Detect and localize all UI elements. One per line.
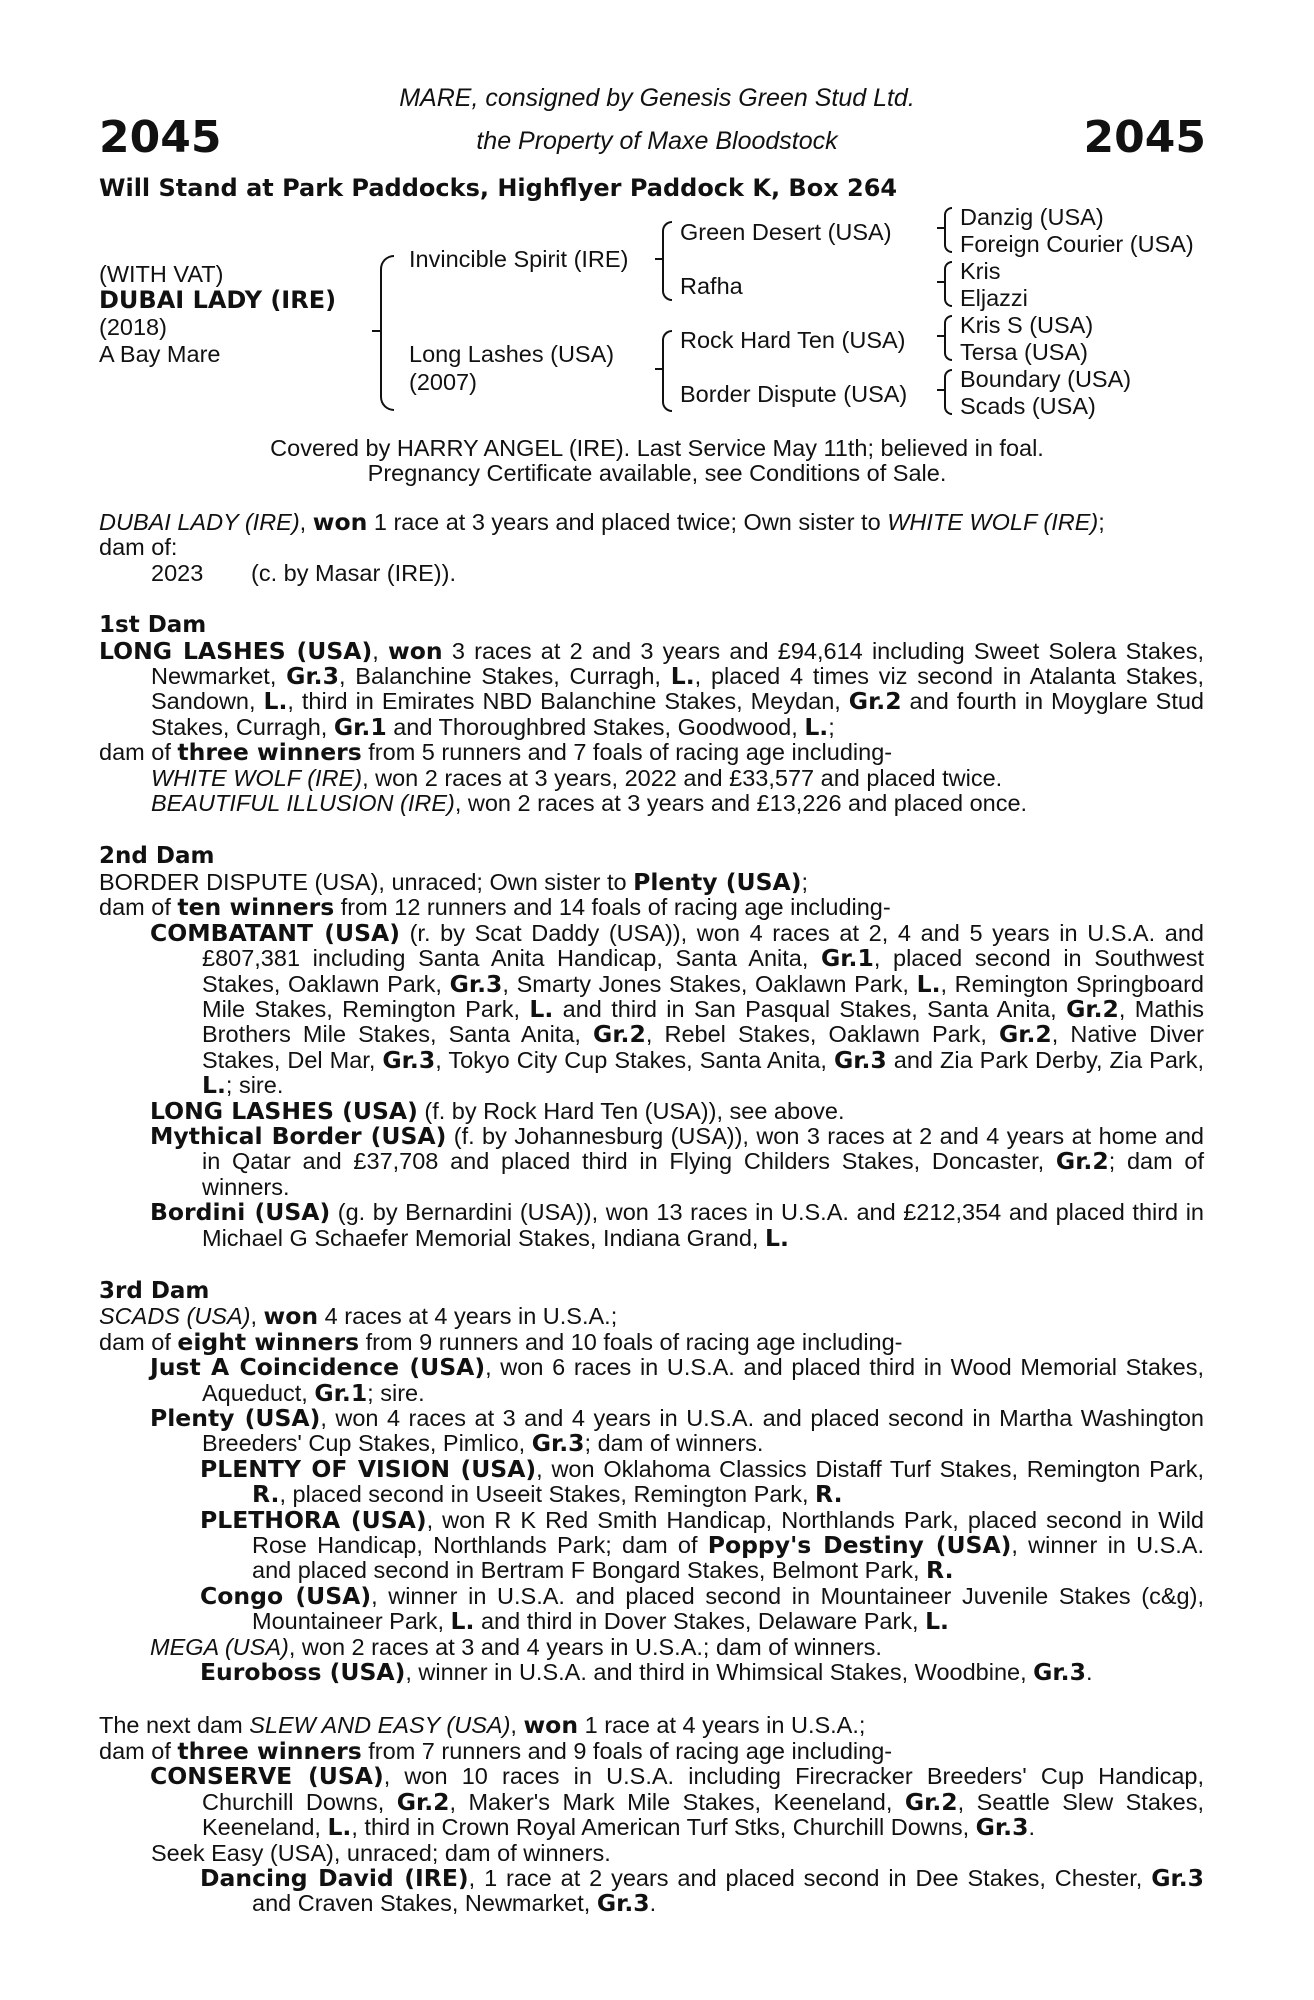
text: ; dam of winners. (202, 1148, 1204, 1200)
text: from 9 runners and 10 foals of racing age including- (359, 1328, 903, 1355)
pedigree-dds: Boundary (USA) (960, 366, 1132, 392)
progeny-entry (99, 918, 1205, 1100)
won-label: won (523, 1711, 579, 1740)
progeny-name: Mythical Border (USA) (150, 1121, 447, 1150)
grade: Gr.3 (286, 662, 339, 691)
grade: L. (670, 662, 695, 691)
brace-notch (937, 227, 945, 229)
pedigree-sire-dam: Rafha (680, 273, 743, 299)
intro-text: ; (1098, 509, 1105, 535)
text: 4 races at 4 years in U.S.A.; (318, 1303, 618, 1330)
text: ; dam of winners. (584, 1430, 764, 1457)
text: (g. by Bernardini (USA)), won 13 races in U.S.A. and £212,354 and placed third in Michael G Schaefer Memorial Stakes, Indiana Grand, (202, 1199, 1204, 1251)
dam-of-label: dam of: (99, 534, 178, 561)
pedigree-sdd: Eljazzi (960, 285, 1028, 311)
pedigree-brace (944, 315, 952, 361)
text: , won Oklahoma Classics Distaff Turf Stakes, Remington Park, (536, 1455, 1204, 1482)
pedigree-sss: Danzig (USA) (960, 204, 1104, 230)
progeny-name: Dancing David (IRE) (200, 1863, 469, 1892)
text: , Remington Springboard Mile Stakes, Remington Park, (202, 970, 1204, 1022)
progeny-name: BEAUTIFUL ILLUSION (IRE) (151, 790, 455, 817)
progeny-entry (99, 1121, 1204, 1200)
pedigree-dsd: Tersa (USA) (960, 339, 1088, 365)
pedigree-dam-dam: Border Dispute (USA) (680, 381, 908, 407)
brace-notch (937, 335, 945, 337)
grade: L. (450, 1607, 475, 1636)
brace-notch (655, 258, 663, 260)
text: ; (801, 868, 808, 895)
pedigree-brace (944, 207, 952, 253)
vat-label: (WITH VAT) (99, 261, 224, 287)
pedigree-brace (662, 330, 672, 412)
lot-number-left: 2045 (99, 112, 222, 163)
won-label: won (263, 1302, 319, 1331)
text: (f. by Johannesburg (USA)), won 3 races at 2 and 4 years at home and in Qatar and £37,708 and placed third in Flying Childers Stakes, Doncaster, (202, 1122, 1204, 1175)
second-dam-heading: 2nd Dam (99, 843, 215, 870)
grade: Gr.2 (1066, 994, 1119, 1023)
third-dam-heading: 3rd Dam (99, 1277, 210, 1304)
text: , Rebel Stakes, Oaklawn Park, (645, 1021, 999, 1048)
grade: Gr.3 (531, 1429, 585, 1458)
brace-notch (937, 281, 945, 283)
won-label: won (312, 508, 368, 536)
progeny-entry (99, 766, 1204, 791)
dam-name: LONG LASHES (USA) (99, 636, 373, 665)
stand-location: Will Stand at Park Paddocks, Highflyer Paddock K, Box 264 (99, 174, 898, 202)
grade: Gr.1 (821, 944, 874, 973)
pedigree-dam-year: (2007) (409, 369, 477, 395)
won-label: won (388, 636, 443, 665)
text: from 5 runners and 7 foals of racing age including- (361, 739, 893, 766)
produce-description: (c. by Masar (IRE)). (251, 559, 456, 586)
brace-notch (937, 389, 945, 391)
grade: L. (327, 1813, 352, 1842)
pedigree-ddd: Scads (USA) (960, 393, 1096, 419)
text: , Smarty Jones Stakes, Oaklawn Park, (502, 970, 917, 997)
produce-year: 2023 (151, 559, 204, 586)
text: , third in Emirates NBD Balanchine Stakes, Meydan, (287, 688, 849, 715)
progeny-entry (99, 1635, 1204, 1660)
dam-of-line (99, 740, 1204, 765)
text: from 12 runners and 14 foals of racing age including- (334, 894, 891, 921)
grade: L. (263, 687, 288, 716)
grade: Gr.2 (904, 1787, 958, 1816)
text: , Seattle Slew Stakes, Keeneland, (202, 1788, 1204, 1841)
brace-notch (655, 368, 663, 370)
text: , Maker's Mark Mile Stakes, Keeneland, (449, 1788, 905, 1815)
first-dam-heading: 1st Dam (99, 612, 207, 639)
winners-count: three winners (177, 738, 362, 767)
grade: Gr.2 (1055, 1147, 1109, 1176)
progeny-name: MEGA (USA) (150, 1633, 289, 1660)
next-dam-line (99, 1713, 1204, 1738)
text: dam of (99, 739, 178, 766)
text: , winner in U.S.A. and placed second in Bertram F Bongard Stakes, Belmont Park, (252, 1532, 1204, 1584)
pedigree-dam: Long Lashes (USA) (409, 341, 615, 367)
pedigree-brace (662, 221, 672, 301)
grade: L. (925, 1607, 949, 1636)
grand-progeny-entry (99, 1581, 1204, 1636)
grade: Gr.3 (382, 1045, 436, 1074)
grade: L. (804, 712, 829, 741)
progeny-name: Bordini (USA) (150, 1198, 331, 1227)
progeny-name: CONSERVE (USA) (150, 1762, 384, 1791)
grade: Gr.2 (848, 687, 902, 716)
progeny-name: Congo (USA) (200, 1581, 372, 1610)
progeny-entry: Seek Easy (USA), unraced; dam of winners. (151, 1839, 611, 1866)
grand-progeny-entry (99, 1505, 1204, 1585)
grade: L. (916, 969, 941, 998)
progeny-name: WHITE WOLF (IRE) (151, 764, 363, 791)
text: , Native Diver Stakes, Del Mar, (202, 1021, 1204, 1073)
winners-count: eight winners (177, 1327, 360, 1356)
text: , winner in U.S.A. and placed second in Mountaineer Juvenile Stakes (c&g), Mountaineer Park, (252, 1582, 1204, 1635)
grade: L. (529, 994, 554, 1023)
pedigree-sire-sire: Green Desert (USA) (680, 219, 892, 245)
text: BORDER DISPUTE (USA), unraced; Own sister to (99, 868, 634, 895)
dam-of-line (99, 1327, 1204, 1356)
grade: Gr.3 (975, 1813, 1029, 1842)
pedigree-sire: Invincible Spirit (IRE) (409, 246, 629, 272)
pedigree-ssd: Foreign Courier (USA) (960, 231, 1194, 257)
text: dam of (99, 894, 178, 921)
lot-number-right: 2045 (1083, 112, 1206, 163)
progeny-entry (99, 791, 1204, 816)
text: The next dam (99, 1712, 250, 1739)
consignor-line: MARE, consigned by Genesis Green Stud Ltd. (399, 84, 915, 112)
third-dam-line: SCADS (USA), won 4 races at 4 years in U.S.A.; (99, 1302, 618, 1331)
progeny-name: COMBATANT (USA) (150, 918, 400, 947)
text: from 7 runners and 9 foals of racing age including- (361, 1737, 893, 1764)
text: , won 2 races at 3 and 4 years in U.S.A.; dam of winners. (288, 1633, 882, 1660)
text: dam of (99, 1328, 178, 1355)
pedigree-dss: Kris S (USA) (960, 312, 1094, 338)
grade: Gr.1 (333, 712, 387, 741)
grand-progeny-entry (99, 1454, 1204, 1509)
intro-paragraph: DUBAI LADY (IRE), won 1 race at 3 years and placed twice; Own sister to WHITE WOLF (IRE); (99, 508, 1105, 536)
intro-horse-name: DUBAI LADY (IRE) (99, 509, 300, 535)
progeny-entry (99, 1200, 1204, 1251)
text: (r. by Scat Daddy (USA)), won 4 races at 2, 4 and 5 years in U.S.A. and £807,381 including Santa Anita Handicap, Santa Anita, (202, 919, 1204, 972)
text: , Tokyo City Cup Stakes, Santa Anita, (435, 1046, 834, 1073)
grade: Gr.2 (593, 1020, 646, 1049)
grade: R. (252, 1480, 280, 1509)
brace-notch (372, 330, 380, 332)
text: , won 6 races in U.S.A. and placed third in Wood Memorial Stakes, Aqueduct, (202, 1354, 1204, 1406)
progeny-entry (99, 1406, 1204, 1457)
text: , winner in U.S.A. and third in Whimsical Stakes, Woodbine, (405, 1659, 1034, 1686)
text: . (1028, 1814, 1035, 1841)
sister-name: WHITE WOLF (IRE) (887, 509, 1099, 535)
grade: Gr.3 (1033, 1658, 1086, 1687)
text: , won 2 races at 3 years, 2022 and £33,577 and placed twice. (362, 764, 1003, 791)
text: , won R K Red Smith Handicap, Northlands Park, placed second in Wild Rose Handicap, Northlands Park; dam of (252, 1506, 1204, 1559)
pregnancy-line: Pregnancy Certificate available, see Conditions of Sale. (367, 460, 947, 486)
progeny-name: Plenty (USA) (150, 1404, 321, 1432)
sister-name: Plenty (USA) (633, 867, 802, 896)
first-dam-paragraph: LONG LASHES (USA), won 3 races at 2 and 3 years and £94,614 including Sweet Solera Stakes, Newmarket, Gr.3, Balanchine Stakes, Curragh, L., placed 4 times viz second in Atalanta Stakes, Sandown, L., third in Emirates NBD Balanchine Stakes, Meydan, Gr.2 and fourth in Moyglare Stud Stakes, Curragh, Gr.1 and Thoroughbred Stakes, Goodwood, L.; (99, 636, 1205, 741)
text: 3 races at 2 and 3 years and £94,614 including Sweet Solera Stakes, Newmarket, (151, 637, 1204, 690)
property-line: the Property of Maxe Bloodstock (476, 127, 838, 155)
second-dam-line (99, 867, 1204, 896)
produce-row (99, 561, 1204, 586)
grade: Gr.2 (396, 1787, 450, 1816)
text: dam of (99, 1737, 178, 1764)
text: , won 2 races at 3 years and £13,226 and placed once. (454, 790, 1028, 817)
catalogue-body (99, 510, 1204, 1917)
pedigree-dam-sire: Rock Hard Ten (USA) (680, 327, 906, 353)
text: ; (828, 713, 835, 740)
grade: R. (926, 1556, 954, 1585)
text: , Mathis Brothers Mile Stakes, Santa Anita, (202, 995, 1204, 1048)
text: (f. by Rock Hard Ten (USA)), see above. (417, 1097, 845, 1124)
grade: R. (815, 1480, 843, 1509)
covered-line: Covered by HARRY ANGEL (IRE). Last Service May 11th; believed in foal. (270, 435, 1044, 461)
text: , (510, 1712, 524, 1739)
progeny-entry (99, 1764, 1204, 1840)
text: . (649, 1890, 657, 1917)
text: . (1085, 1659, 1093, 1686)
horse-description: A Bay Mare (99, 341, 221, 367)
pedigree-brace (380, 255, 394, 411)
horse-year: (2018) (99, 314, 167, 340)
progeny-name: Euroboss (USA) (200, 1658, 406, 1687)
grade: L. (202, 1071, 226, 1100)
grand-progeny-entry (99, 1660, 1204, 1685)
grade: Gr.3 (449, 969, 503, 998)
progeny-name: PLETHORA (USA) (200, 1505, 427, 1534)
text: , placed second in Useeit Stakes, Remington Park, (279, 1481, 816, 1508)
text: and Craven Stakes, Newmarket, (252, 1890, 597, 1917)
text: and third in Dover Stakes, Delaware Park, (474, 1608, 926, 1635)
winners-count: three winners (177, 1736, 362, 1765)
grade: Gr.3 (1151, 1863, 1204, 1892)
pedigree-sds: Kris (960, 258, 1001, 284)
intro-text: 1 race at 3 years and placed twice; Own sister to (367, 509, 888, 535)
dam-of-line (99, 895, 1204, 920)
grade: L. (764, 1223, 789, 1252)
text: and third in San Pasqual Stakes, Santa Anita, (553, 995, 1067, 1022)
text: , placed 4 times viz second in Atalanta Stakes, Sandown, (151, 663, 1205, 715)
pedigree-brace (944, 369, 952, 415)
dam-name: SCADS (USA) (99, 1303, 251, 1330)
dam-name: SLEW AND EASY (USA) (249, 1712, 511, 1739)
progeny-name: Just A Coincidence (USA) (150, 1353, 486, 1382)
text: and fourth in Moyglare Stud Stakes, Curragh, (151, 688, 1205, 740)
progeny-entry (99, 1096, 1204, 1125)
progeny-name: Poppy's Destiny (USA) (707, 1531, 1012, 1560)
grand-progeny-entry (99, 1863, 1204, 1918)
pedigree-brace (944, 261, 952, 307)
text: , won 10 races in U.S.A. including Firecracker Breeders' Cup Handicap, Churchill Downs, (202, 1763, 1204, 1815)
grade: Gr.3 (833, 1045, 887, 1074)
text: , Balanchine Stakes, Curragh, (338, 663, 671, 690)
text: and Zia Park Derby, Zia Park, (886, 1046, 1205, 1073)
text: , third in Crown Royal American Turf Stks, Churchill Downs, (351, 1814, 976, 1841)
grade: Gr.2 (998, 1020, 1052, 1049)
text: 1 race at 4 years in U.S.A.; (578, 1712, 866, 1739)
progeny-name: PLENTY OF VISION (USA) (200, 1454, 537, 1483)
text: , won 4 races at 3 and 4 years in U.S.A. and placed second in Martha Washington Breeders' Cup Stakes, Pimlico, (202, 1405, 1204, 1457)
horse-name: DUBAI LADY (IRE) (99, 286, 337, 314)
grade: Gr.3 (596, 1889, 650, 1918)
text: , 1 race at 2 years and placed second in Dee Stakes, Chester, (468, 1864, 1152, 1891)
progeny-entry (99, 1355, 1204, 1406)
text: and Thoroughbred Stakes, Goodwood, (386, 713, 805, 740)
text: ; sire. (225, 1072, 284, 1099)
progeny-name: LONG LASHES (USA) (150, 1096, 418, 1125)
text: ; sire. (367, 1379, 425, 1406)
text: , placed second in Southwest Stakes, Oaklawn Park, (202, 945, 1204, 997)
grade: Gr.1 (314, 1378, 368, 1407)
dam-of-line (99, 1736, 1204, 1765)
winners-count: ten winners (177, 893, 335, 922)
